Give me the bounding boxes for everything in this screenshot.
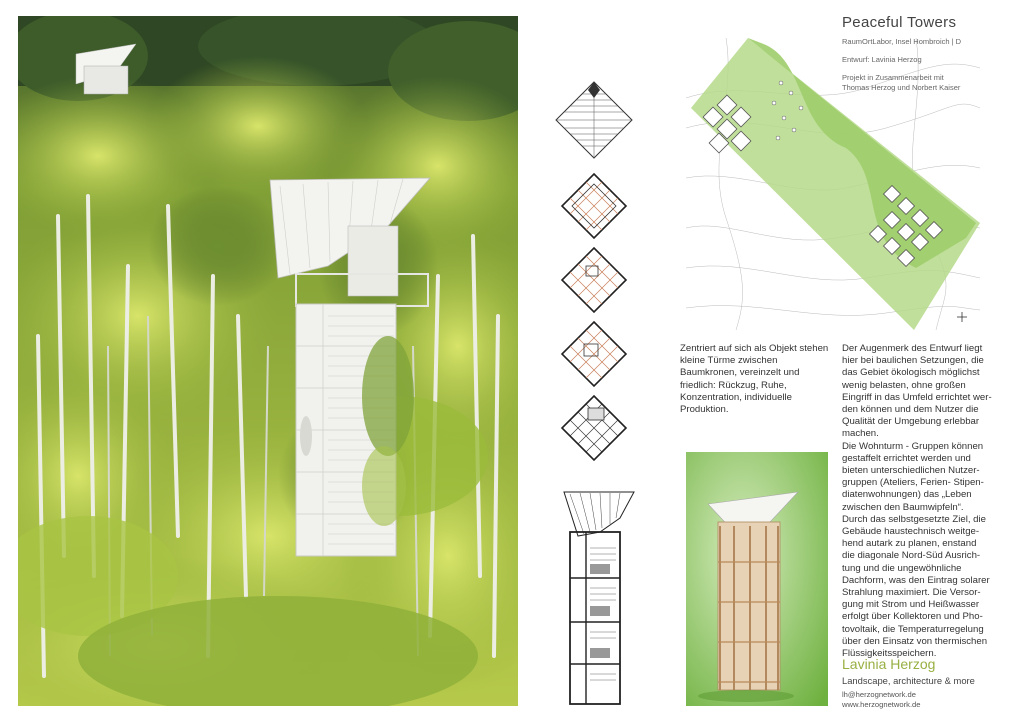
description-line: die diagonale Nord-Süd Ausrich-: [842, 550, 981, 562]
forest-render-svg: [18, 16, 518, 706]
description-line: tung und die ungewöhnliche: [842, 562, 962, 574]
website-link[interactable]: www.herzognetwork.de: [842, 700, 921, 709]
description-line: diatenwohnungen) das „Leben: [842, 489, 972, 501]
section-svg: [560, 488, 638, 708]
location-line: RaumOrtLabor, Insel Hombroich | D: [842, 37, 962, 46]
project-line-1: Projekt in Zusammenarbeit mit: [842, 73, 944, 82]
floor-plan-4: [562, 396, 626, 460]
description-line: machen.: [842, 428, 879, 440]
floor-plan-1: [562, 174, 626, 238]
description-line: tovoltaik, die Temperaturregelung: [842, 623, 984, 635]
description-text: [842, 343, 1017, 660]
description-line: das Gebiet ökologisch möglichst: [842, 367, 980, 379]
project-line-2: Thomas Herzog und Norbert Kaiser: [842, 83, 961, 92]
description-line: Flüssigkeitsspeichern.: [842, 648, 937, 660]
author-name: Lavinia Herzog: [842, 656, 936, 672]
tower-forest-render: [18, 16, 518, 706]
description-line: gestaffelt errichtet werden und: [842, 452, 971, 464]
description-line: zwischen den Baumwipfeln“.: [842, 501, 964, 513]
description-line: Gebäude haustechnisch weitge-: [842, 526, 980, 538]
description-line: wenig belasten, ohne großen: [842, 379, 966, 391]
design-credit: Entwurf: Lavinia Herzog: [842, 55, 922, 64]
model-photo: [686, 452, 828, 706]
description-line: hend autark zu planen, enstand: [842, 538, 977, 550]
north-arrow-icon: [957, 312, 967, 322]
description-line: hier bei baulichen Setzungen, die: [842, 355, 984, 367]
author-subtitle: Landscape, architecture & more: [842, 675, 975, 686]
section-drawing: [560, 488, 638, 708]
description-line: Dachform, was den Eintrag solarer: [842, 574, 990, 586]
floor-plan-3: [562, 322, 626, 386]
description-line: Durch das selbstgesetzte Ziel, die: [842, 513, 986, 525]
description-line: Die Wohnturm - Gruppen können: [842, 440, 984, 452]
roof-plan: [556, 82, 632, 158]
intro-text: Zentriert auf sich als Objekt stehen kleine Türme zwischen Baumkronen, vereinzelt und friedlich: Rückzug, Ruhe, Konzentration, individuelle Produktion.: [680, 343, 829, 416]
description-line: Strahlung maximiert. Die Versor-: [842, 587, 981, 599]
description-line: Eingriff in das Umfeld errichtet wer-: [842, 391, 992, 403]
plans-svg: [552, 78, 636, 468]
description-line: gung mit Strom und Heißwasser: [842, 599, 980, 611]
description-line: den können und dem Nutzer die: [842, 404, 979, 416]
plan-drawings: [552, 78, 636, 468]
description-line: Der Augenmerk des Entwurf liegt: [842, 343, 983, 354]
page-title: Peaceful Towers: [842, 14, 957, 31]
description-line: gruppen (Ateliers, Ferien- Stipen-: [842, 477, 984, 489]
description-line: über den Einsatz von thermischen: [842, 635, 988, 647]
description-line: Qualität der Umgebung erlebbar: [842, 416, 980, 428]
description-line: bieten unterschiedlichen Nutzer-: [842, 465, 980, 477]
description-line: erfolgt über Kollektoren und Pho-: [842, 611, 983, 623]
email-link[interactable]: lh@herzognetwork.de: [842, 690, 916, 699]
model-photo-svg: [686, 452, 828, 706]
floor-plan-2: [562, 248, 626, 312]
